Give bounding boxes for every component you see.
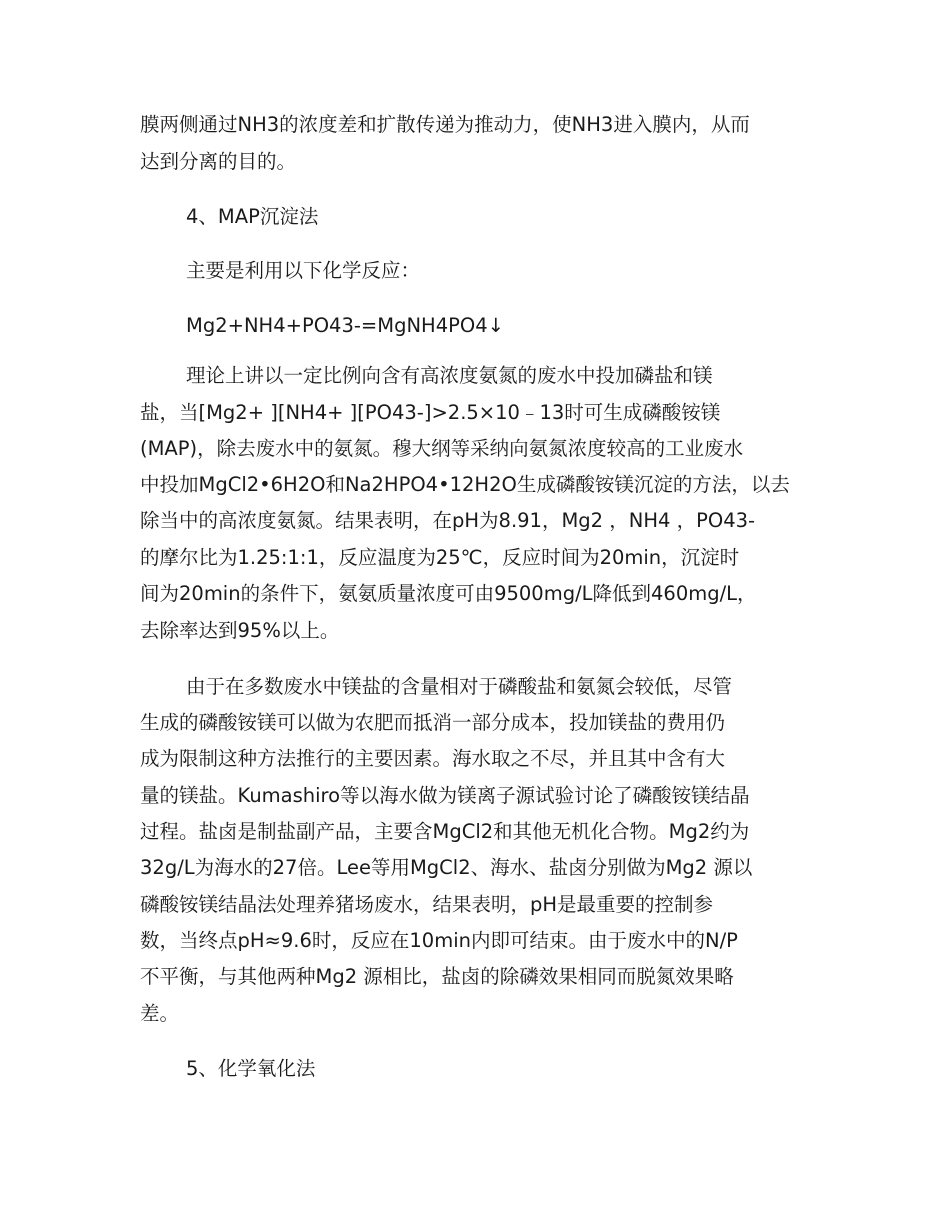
paragraph-cost-line-2: 生成的磷酸铵镁可以做为农肥而抵消一部分成本，投加镁盐的费用仍 xyxy=(140,711,726,734)
paragraph-theory-line-5: 除当中的高浓度氨氮。结果表明，在pH为8.91，Mg2 ，NH4 ，PO43- xyxy=(140,509,756,532)
paragraph-cost-line-8: 数，当终点pH≈9.6时，反应在10min内即可结束。由于废水中的N/P xyxy=(140,929,738,952)
paragraph-cost-line-4: 量的镁盐。Kumashiro等以海水做为镁离子源试验讨论了磷酸铵镁结晶 xyxy=(140,784,750,807)
paragraph-cost-line-7: 磷酸铵镁结晶法处理养猪场废水，结果表明，pH是最重要的控制参 xyxy=(140,893,714,916)
paragraph-cost-line-5: 过程。盐卤是制盐副产品，主要含MgCl2和其他无机化合物。Mg2约为 xyxy=(140,820,750,843)
paragraph-intro-line-2: 达到分离的目的。 xyxy=(140,150,297,173)
paragraph-intro-line-1: 膜两侧通过NH3的浓度差和扩散传递为推动力，使NH3进入膜内，从而 xyxy=(140,113,750,136)
paragraph-theory-line-3: (MAP)，除去废水中的氨氮。穆大纲等采纳向氨氮浓度较高的工业废水 xyxy=(140,437,744,460)
paragraph-cost-line-9: 不平衡，与其他两种Mg2 源相比，盐卤的除磷效果相同而脱氮效果略 xyxy=(140,965,734,988)
reaction-intro: 主要是利用以下化学反应： xyxy=(186,259,421,282)
paragraph-theory-line-8: 去除率达到95%以上。 xyxy=(140,619,340,642)
paragraph-theory-line-6: 的摩尔比为1.25:1:1，反应温度为25℃，反应时间为20min，沉淀时 xyxy=(140,546,740,569)
paragraph-cost-line-3: 成为限制这种方法推行的主要因素。海水取之不尽，并且其中含有大 xyxy=(140,747,726,770)
paragraph-cost-line-1: 由于在多数废水中镁盐的含量相对于磷酸盐和氨氮会较低，尽管 xyxy=(186,675,733,698)
section-heading-oxidation: 5、化学氧化法 xyxy=(186,1057,316,1080)
reaction-equation: Mg2+NH4+PO43-=MgNH4PO4↓ xyxy=(186,314,504,337)
paragraph-theory-line-1: 理论上讲以一定比例向含有高浓度氨氮的废水中投加磷盐和镁 xyxy=(186,364,713,387)
paragraph-cost-line-10: 差。 xyxy=(140,1002,180,1025)
paragraph-theory-line-4: 中投加MgCl2•6H2O和Na2HPO4•12H2O生成磷酸铵镁沉淀的方法，以去 xyxy=(140,473,790,496)
paragraph-cost-line-6: 32g/L为海水的27倍。Lee等用MgCl2、海水、盐卤分别做为Mg2 源以 xyxy=(140,856,753,879)
section-heading-map: 4、MAP沉淀法 xyxy=(186,205,319,228)
paragraph-theory-line-2: 盐，当[Mg2+ ][NH4+ ][PO43-]>2.5×10﹣13时可生成磷酸铵镁 xyxy=(140,401,721,424)
paragraph-theory-line-7: 间为20min的条件下，氨氨质量浓度可由9500mg/L降低到460mg/L， xyxy=(140,582,757,605)
